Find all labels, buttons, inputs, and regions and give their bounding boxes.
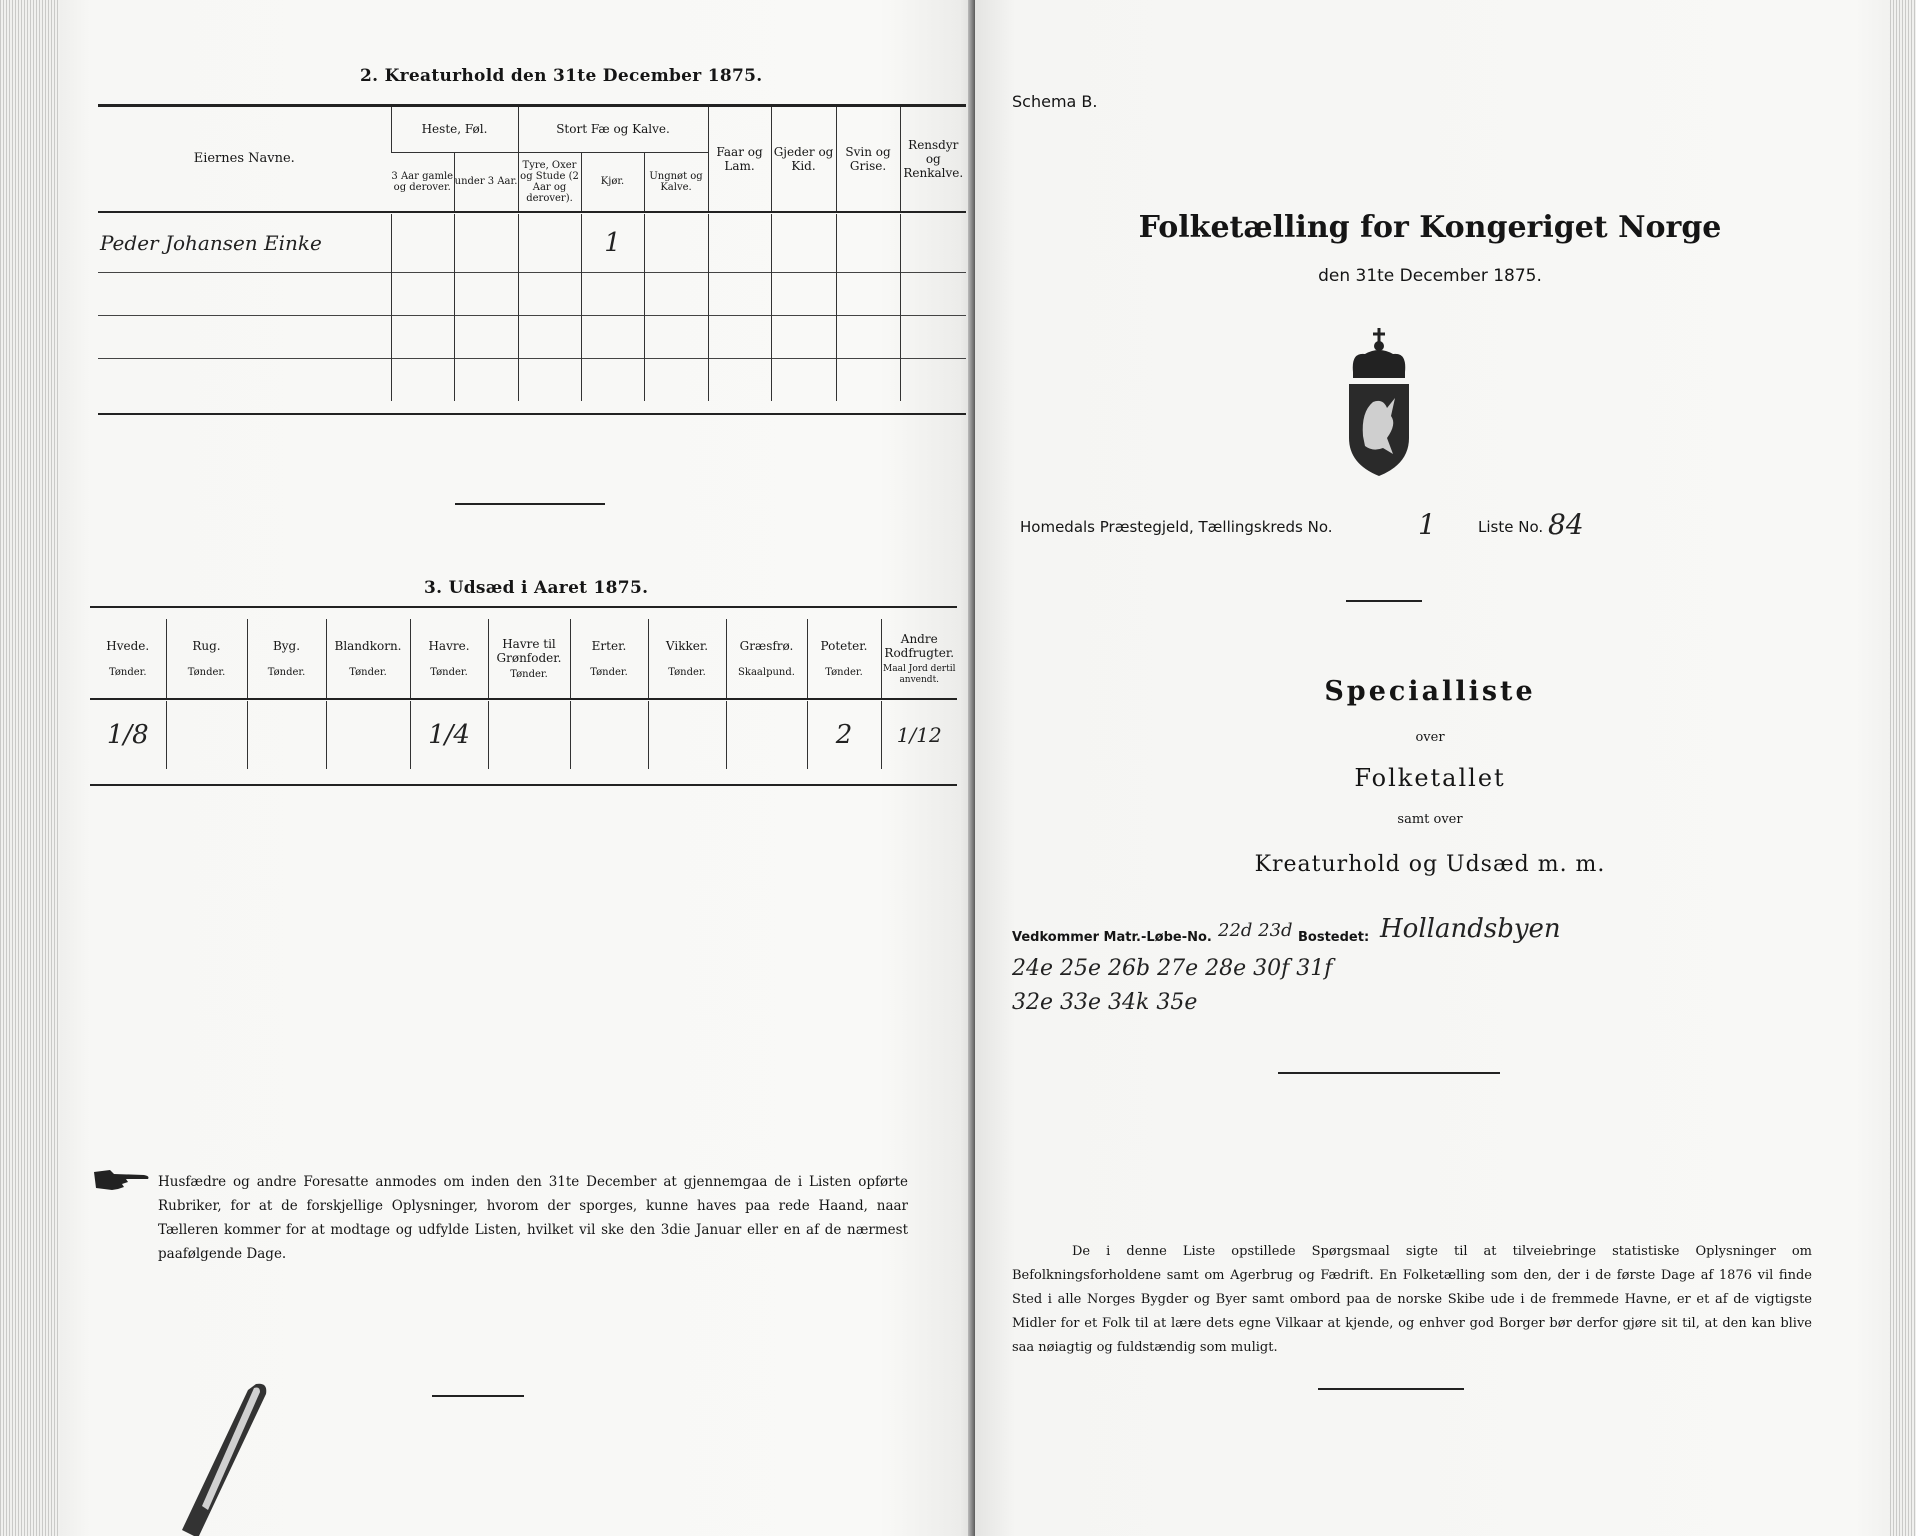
barley-value [247, 701, 326, 769]
samt-over-label: samt over [1397, 812, 1463, 827]
table-row [98, 214, 966, 272]
pigs-header: Svin og Grise. [836, 107, 900, 212]
green-oats-value [488, 701, 570, 769]
table-row [98, 358, 966, 401]
table-row [98, 272, 966, 315]
table-row [90, 701, 957, 769]
green-oats-header: Havre til Grønfoder. Tønder. [488, 619, 570, 699]
barley-header: Byg. Tønder. [247, 619, 326, 699]
matr-label: Vedkommer Matr.-Løbe-No. [1012, 930, 1212, 945]
district-number: 1 [1418, 508, 1436, 541]
pointing-hand-icon [92, 1166, 152, 1192]
goats-header: Gjeder og Kid. [771, 107, 836, 212]
rye-header: Rug. Tønder. [166, 619, 247, 699]
mixed-grain-value [326, 701, 410, 769]
reindeer-header: Rensdyr og Renkalve. [900, 107, 966, 212]
calves-header: Ungnøt og Kalve. [644, 152, 708, 212]
bulls-header: Tyre, Oxer og Stude (2 Aar og derover). [518, 152, 581, 212]
peas-header: Erter. Tønder. [570, 619, 648, 699]
rule [90, 606, 957, 608]
page-edges-right [1890, 0, 1916, 1536]
list-label: Liste No. [1478, 518, 1544, 536]
matr-value-3: 32e 33e 34k 35e [1012, 990, 1198, 1015]
mixed-grain-header: Blandkorn. Tønder. [326, 619, 410, 699]
owner-name: Peder Johansen Einke [100, 230, 322, 255]
pen-icon [178, 1380, 273, 1536]
wheat-value: 1/8 [106, 720, 149, 750]
vetch-value [648, 701, 726, 769]
vetch-header: Vikker. Tønder. [648, 619, 726, 699]
divider [455, 503, 605, 505]
coat-of-arms-icon [1343, 328, 1415, 478]
table-row [98, 315, 966, 358]
schema-label: Schema B. [1012, 92, 1098, 111]
oats-header: Havre. Tønder. [410, 619, 488, 699]
rye-value [166, 701, 247, 769]
root-crops-value: 1/12 [881, 701, 957, 769]
section3-title: 3. Udsæd i Aaret 1875. [424, 578, 649, 598]
census-purpose-note: De i denne Liste opstillede Spørgsmaal sigte til at tilveiebringe statistiske Oplysninger om Befolkningsforholdene samt om Agerbrug og Fædrift. En Folketælling som den, der i de første Dage af 1876 vil finde Sted i alle Norges Bygder og Byer samt ombord paa de norske Skibe ude i de fremmede Havne, er et af de vigtigste Midler for et Folk til at lære dets egne Vilkaar at kjende, og enhver god Borger bør derfor gjøre sit til, at den kan blive saa nøiagtig og fuldstændig som muligt. [1012, 1244, 1812, 1355]
folketallet-heading: Folketallet [1354, 764, 1506, 792]
owner-header: Eiernes Navne. [193, 151, 295, 166]
grass-seed-value [726, 701, 807, 769]
census-title: Folketælling for Kongeriget Norge [1138, 210, 1722, 245]
horses-header: Heste, Føl. [391, 107, 518, 152]
matr-value-2: 24e 25e 26b 27e 28e 30f 31f [1012, 956, 1333, 981]
potatoes-value: 2 [807, 701, 881, 769]
rule [98, 413, 966, 415]
bostedet-label: Bostedet: [1298, 930, 1370, 945]
peas-value [570, 701, 648, 769]
bostedet-value: Hollandsbyen [1380, 914, 1561, 944]
district-label: Homedals Præstegjeld, Tællingskreds No. [1020, 518, 1333, 536]
list-number: 84 [1548, 508, 1584, 541]
horses-old-header: 3 Aar gamle og derover. [391, 170, 454, 193]
matr-value-1: 22d 23d [1218, 920, 1293, 941]
kreaturhold-heading: Kreaturhold og Udsæd m. m. [1254, 852, 1606, 877]
cows-value: 1 [581, 214, 644, 272]
section2-title: 2. Kreaturhold den 31te December 1875. [360, 66, 763, 86]
page-edges-left [0, 0, 60, 1536]
divider [1278, 1072, 1500, 1074]
horses-young-header: under 3 Aar. [454, 152, 518, 212]
root-crops-header: Andre Rodfrugter. Maal Jord dertil anvendt. [881, 619, 957, 699]
wheat-header: Hvede. Tønder. [106, 639, 150, 678]
sheep-header: Faar og Lam. [708, 107, 771, 212]
cattle-header: Stort Fæ og Kalve. [518, 107, 708, 152]
specialliste-heading: Specialliste [1324, 676, 1536, 707]
cows-header: Kjør. [581, 152, 644, 212]
divider [1346, 600, 1422, 602]
householder-notice: Husfædre og andre Foresatte anmodes om inden den 31te December at gjennemgaa de i Listen opførte Rubriker, for at de forskjellige Oplysninger, hvorom der sporges, kunne haves paa rede Haand, naar Tælleren kommer for at modtage og udfylde Listen, hvilket vil ske den 3die Januar eller en af de nærmest paafølgende Dage. [158, 1174, 908, 1262]
census-date: den 31te December 1875. [1318, 266, 1542, 286]
grass-seed-header: Græsfrø. Skaalpund. [726, 619, 807, 699]
over-label: over [1415, 730, 1445, 745]
livestock-table [98, 107, 966, 401]
oats-value: 1/4 [410, 701, 488, 769]
divider [1318, 1388, 1464, 1390]
potatoes-header: Poteter. Tønder. [807, 619, 881, 699]
rule [90, 784, 957, 786]
divider [432, 1395, 524, 1397]
sowing-table [90, 619, 957, 769]
